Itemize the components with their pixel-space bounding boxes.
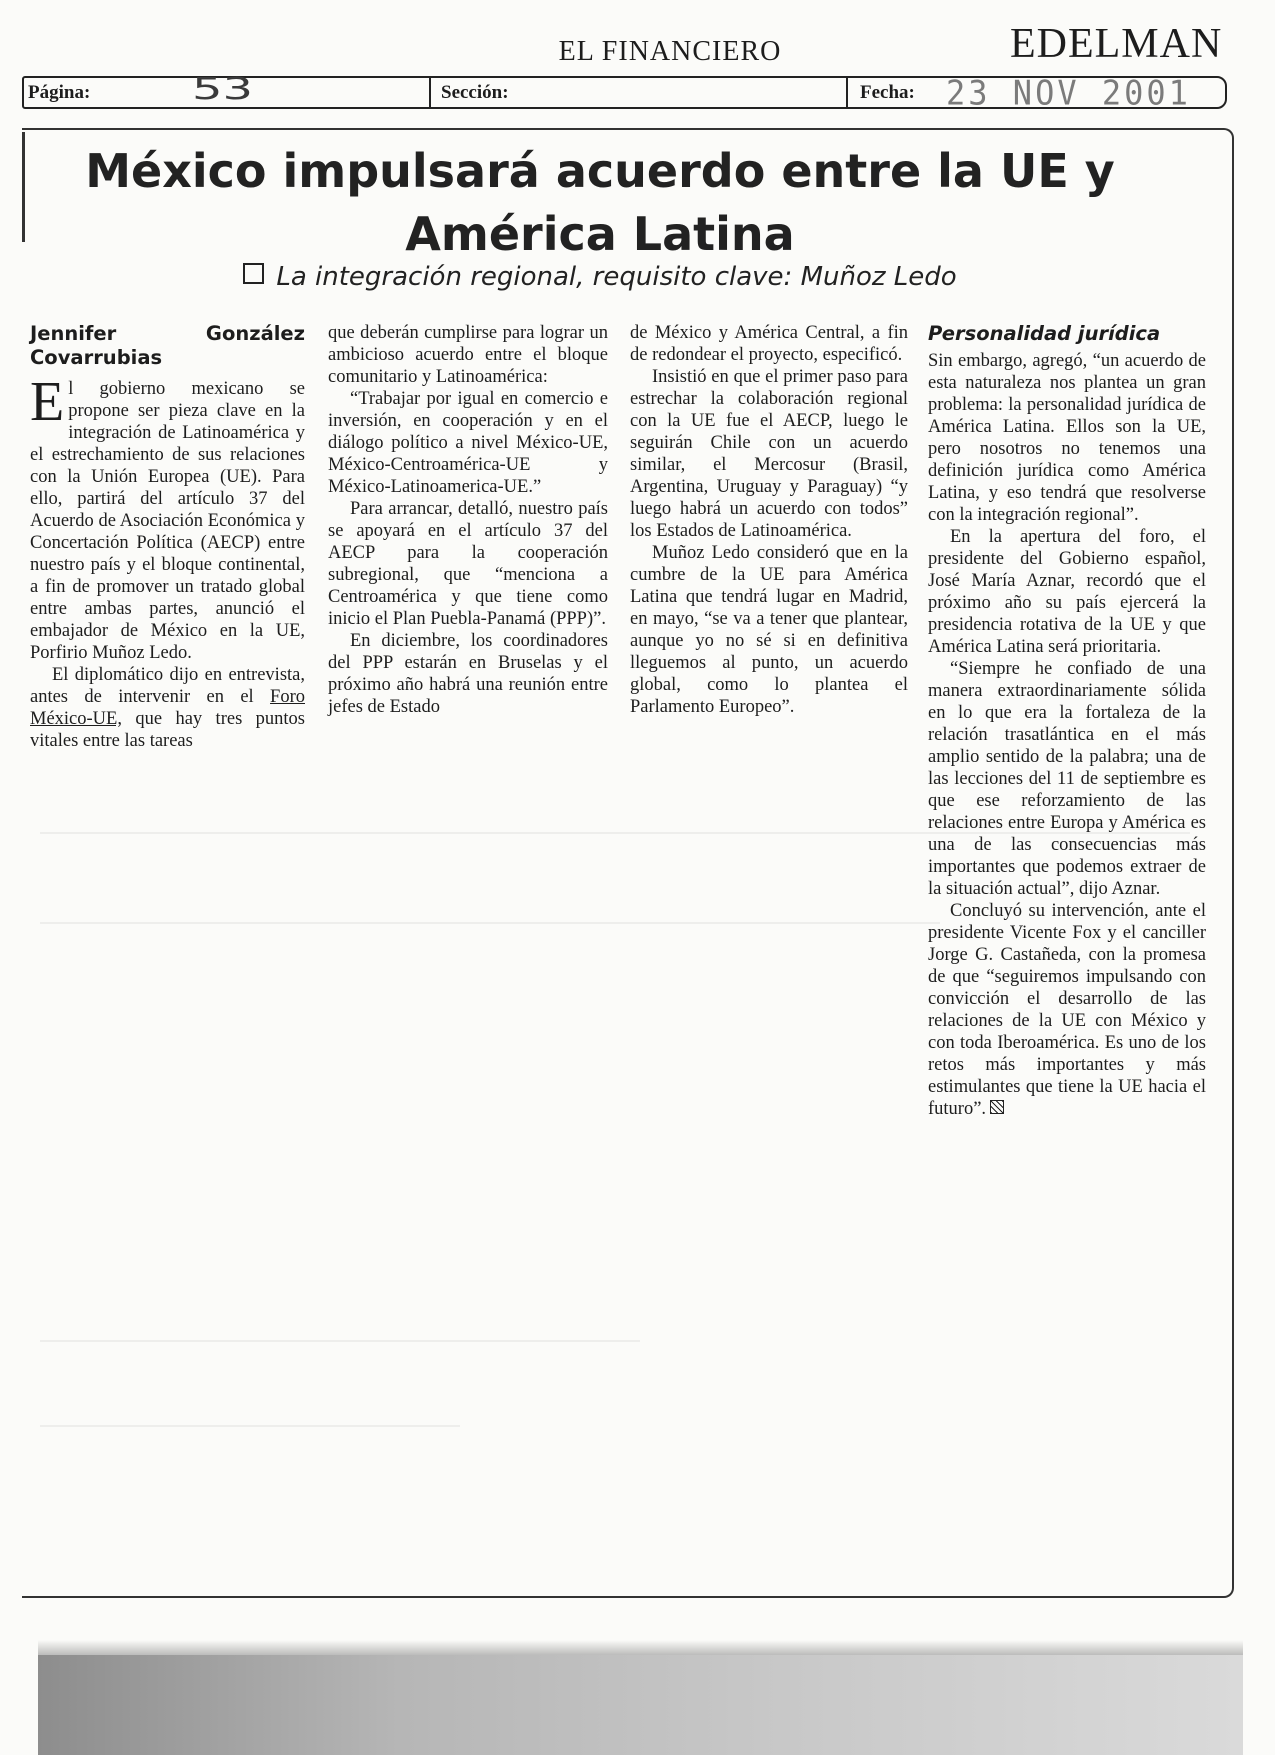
- paragraph: Concluyó su intervención, ante el presidente Vicente Fox y el canciller Jorge G. Castañeda, con la promesa de que “seguiremos impulsando con convicción el desarrollo de las relaciones de la UE con México y con toda Iberoamérica. Es uno de los retos más importantes y más estimulantes que tiene la UE hacia el futuro”.: [928, 901, 1206, 1119]
- underlined-text: Foro México-UE,: [30, 687, 305, 729]
- scan-ghost-line: [40, 832, 1190, 834]
- end-mark-icon: [990, 1100, 1004, 1114]
- section-heading: Personalidad jurídica: [928, 322, 1161, 345]
- subhead-text: La integración regional, requisito clave: Muñoz Ledo: [276, 262, 957, 292]
- paragraph: El diplomático dijo en entrevista, antes de intervenir en el Foro México-UE, que hay tres puntos vitales entre las tareas: [30, 665, 305, 751]
- article-column-2: [328, 322, 608, 718]
- publication-name: EL FINANCIERO: [558, 36, 782, 67]
- pagina-label: Página:: [28, 81, 91, 103]
- paragraph: Insistió en que el primer paso para estrechar la colaboración regional con la UE fue el AECP, luego le seguirán Chile con un acuerdo similar, el Mercosur (Brasil, Argentina, Uruguay y Paraguay) “y luego habrá un acuerdo con todos” los Estados de Latinoamérica.: [630, 367, 908, 541]
- paragraph: de México y América Central, a fin de redondear el proyecto, especificó.: [630, 323, 908, 365]
- pagina-field: [24, 72, 429, 107]
- clipping-info-bar: [22, 72, 1227, 113]
- frame-left-edge: [22, 132, 25, 242]
- paragraph: Muñoz Ledo consideró que en la cumbre de la UE para América Latina que tendrá lugar en Madrid, en mayo, “se va a tener que plantear, aunque yo no sé si en definitiva lleguemos al punto, un acuerdo global, como lo plantea el Parlamento Europeo”.: [630, 543, 908, 717]
- scan-bottom-band: [38, 1655, 1243, 1755]
- paragraph: Para arrancar, detalló, nuestro país se apoyará en el artículo 37 del AECP para la cooperación subregional, que “menciona a Centroamérica y que tiene como inicio el Plan Puebla-Panamá (PPP)”.: [328, 499, 608, 629]
- scan-ghost-line: [40, 1340, 640, 1342]
- drop-cap: E: [30, 371, 65, 433]
- article-column-3: [630, 322, 908, 718]
- paragraph: El gobierno mexicano se propone ser pieza clave en la integración de Latinoamérica y el estrechamiento de sus relaciones con la Unión Europea (UE). Para ello, partirá del artículo 37 del Acuerdo de Asociación Económica y Concertación Política (AECP) entre nuestro país y el bloque continental, a fin de promover un tratado global entre ambas partes, anunció el embajador de México en la UE, Porfirio Muñoz Ledo.: [30, 371, 305, 663]
- square-bullet-icon: [243, 263, 264, 284]
- seccion-label: Sección:: [441, 81, 509, 103]
- fecha-label: Fecha:: [860, 81, 915, 103]
- pagina-value: 53: [192, 72, 254, 107]
- byline: Jennifer González Covarrubias: [30, 322, 305, 369]
- fecha-stamp: 23 NOV 2001: [946, 73, 1191, 113]
- paragraph: En diciembre, los coordinadores del PPP estarán en Bruselas y el próximo año habrá una reunión entre jefes de Estado: [328, 631, 608, 717]
- fecha-field: [846, 73, 1225, 113]
- article-column-4: [928, 322, 1206, 1120]
- article-subhead: [40, 262, 1160, 292]
- brand-name: EDELMAN: [1010, 21, 1223, 67]
- article-headline: México impulsará acuerdo entre la UE y América Latina: [85, 144, 1115, 261]
- scan-shadow: [38, 1640, 1243, 1655]
- scan-ghost-line: [40, 922, 940, 924]
- paragraph: “Trabajar por igual en comercio e inversión, en cooperación y en el diálogo político a nivel México-UE, México-Centroamérica-UE y México-Latinoamerica-UE.”: [328, 389, 608, 497]
- paragraph: Sin embargo, agregó, “un acuerdo de esta naturaleza nos plantea un gran problema: la personalidad jurídica de América Latina. Ellos son la UE, pero nosotros no tenemos una definición jurídica como América Latina, y eso tendrá que resolverse con la integración regional”.: [928, 351, 1206, 525]
- paragraph: “Siempre he confiado de una manera extraordinariamente sólida en lo que era la fortaleza de la relación trasatlántica en el más amplio sentido de la palabra; una de las lecciones del 11 de septiembre es que ese reforzamiento de las relaciones entre Europa y América es una de las consecuencias más importantes que podemos extraer de la situación actual”, dijo Aznar.: [928, 659, 1206, 899]
- seccion-field: [429, 78, 846, 107]
- paragraph: que deberán cumplirse para lograr un ambicioso acuerdo entre el bloque comunitario y Latinoamérica:: [328, 323, 608, 387]
- paragraph: En la apertura del foro, el presidente del Gobierno español, José María Aznar, recordó que el próximo año su país ejercerá la presidencia rotativa de la UE y que América Latina será prioritaria.: [928, 527, 1206, 657]
- scan-ghost-line: [40, 1425, 460, 1427]
- article-column-1: [30, 322, 305, 752]
